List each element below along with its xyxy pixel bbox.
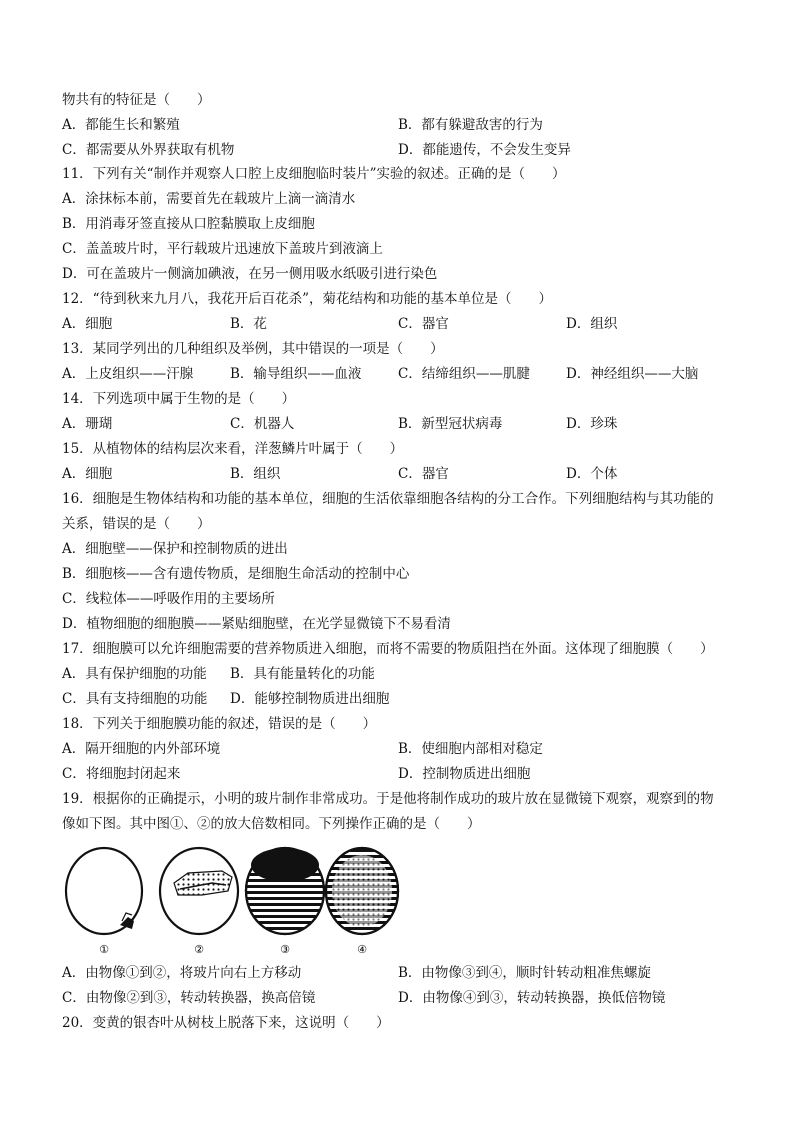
view-2-label: ② (194, 943, 204, 956)
q18-option-b: B．使细胞内部相对稳定 (398, 741, 543, 757)
q17-option-b: B．具有能量转化的功能 (230, 666, 375, 682)
q12-option-c: C．器官 (398, 316, 449, 332)
q14-option-b: B．新型冠状病毒 (398, 416, 503, 432)
view-4 (326, 848, 398, 934)
q15-option-d: D．个体 (566, 466, 618, 482)
q14-option-a: A．珊瑚 (62, 416, 113, 432)
q14-option-c: C．机器人 (230, 416, 295, 432)
view-4-label: ④ (357, 943, 367, 956)
view-3-label: ③ (280, 943, 290, 956)
view-1-label: ① (99, 943, 109, 956)
q11-option-b: B．用消毒牙签直接从口腔黏膜取上皮细胞 (62, 216, 315, 232)
q15-option-a: A．细胞 (62, 466, 113, 482)
q10-option-c: C．都需要从外界获取有机物 (62, 142, 235, 158)
q17-option-c: C．具有支持细胞的功能 (62, 691, 208, 707)
q19-option-d: D．由物像④到③，转动转换器，换低倍物镜 (398, 990, 666, 1006)
q15-options (62, 465, 742, 483)
q20-stem: 20．变黄的银杏叶从树枝上脱落下来，这说明（ ） (62, 1015, 390, 1031)
q16-option-d: D．植物细胞的细胞膜——紧贴细胞壁，在光学显微镜下不易看清 (62, 616, 451, 632)
q19-option-b: B．由物像③到④，顺时针转动粗准焦螺旋 (398, 965, 651, 981)
q18-option-c: C．将细胞封闭起来 (62, 766, 181, 782)
q10-option-a: A．都能生长和繁殖 (62, 117, 180, 133)
q12-stem: 12．“待到秋来九月八，我花开后百花杀”，菊花结构和功能的基本单位是（ ） (62, 291, 552, 307)
q17-option-a: A．具有保护细胞的功能 (62, 666, 207, 682)
q12-option-d: D．组织 (566, 316, 618, 332)
q14-option-d: D．珍珠 (566, 416, 618, 432)
q17-option-d: D．能够控制物质进出细胞 (230, 691, 390, 707)
view-3 (246, 848, 324, 934)
q13-option-d: D．神经组织——大脑 (566, 366, 699, 382)
q19-stem-cont: 像如下图。其中图①、②的放大倍数相同。下列操作正确的是（ ） (62, 816, 481, 832)
q18-stem: 18．下列关于细胞膜功能的叙述，错误的是（ ） (62, 716, 377, 732)
q18-option-a: A．隔开细胞的内外部环境 (62, 741, 221, 757)
q16-option-a: A．细胞壁——保护和控制物质的进出 (62, 541, 288, 557)
q19-stem: 19．根据你的正确提示，小明的玻片制作非常成功。于是他将制作成功的玻片放在显微镜下观察，观察到的物 (62, 791, 714, 807)
q12-option-a: A．细胞 (62, 316, 113, 332)
q15-stem: 15．从植物体的结构层次来看，洋葱鳞片叶属于（ ） (62, 441, 404, 457)
q11-option-a: A．涂抹标本前，需要首先在载玻片上滴一滴清水 (62, 191, 356, 207)
q18-option-d: D．控制物质进出细胞 (398, 766, 531, 782)
q16-stem-cont: 关系，错误的是（ ） (62, 516, 211, 532)
q11-option-d: D．可在盖玻片一侧滴加碘液，在另一侧用吸水纸吸引进行染色 (62, 266, 438, 282)
q10-option-d: D．都能遗传，不会发生变异 (398, 142, 571, 158)
view-2 (160, 848, 238, 934)
q13-option-a: A．上皮组织——汗腺 (62, 366, 194, 382)
q13-option-b: B．输导组织——血液 (230, 366, 362, 382)
q10-stem-tail: 物共有的特征是（ ） (62, 92, 211, 108)
q16-stem: 16．细胞是生物体结构和功能的基本单位，细胞的生活依靠细胞各结构的分工合作。下列细胞结构与其功能的 (62, 491, 714, 507)
q14-stem: 14．下列选项中属于生物的是（ ） (62, 391, 296, 407)
q19-option-c: C．由物像②到③，转动转换器，换高倍镜 (62, 990, 316, 1006)
q11-option-c: C．盖盖玻片时，平行载玻片迅速放下盖玻片到液滴上 (62, 241, 383, 257)
q16-option-b: B．细胞核——含有遗传物质，是细胞生命活动的控制中心 (62, 566, 410, 582)
q15-option-c: C．器官 (398, 466, 449, 482)
microscope-views-figure (62, 843, 412, 958)
q14-options (62, 415, 742, 433)
q17-options-cd (62, 690, 742, 708)
q15-option-b: B．组织 (230, 466, 281, 482)
view-1 (66, 848, 142, 934)
q17-options-ab (62, 665, 742, 683)
q17-stem: 17．细胞膜可以允许细胞需要的营养物质进入细胞，而将不需要的物质阻挡在外面。这体现了细胞膜（ ） (62, 641, 714, 657)
q12-options (62, 315, 742, 333)
q13-option-c: C．结缔组织——肌腱 (398, 366, 530, 382)
q10-option-b: B．都有躲避敌害的行为 (398, 117, 543, 133)
q13-stem: 13．某同学列出的几种组织及举例，其中错误的一项是（ ） (62, 341, 444, 357)
q11-stem: 11．下列有关“制作并观察人口腔上皮细胞临时装片”实验的叙述。正确的是（ ） (62, 166, 566, 182)
q19-option-a: A．由物像①到②，将玻片向右上方移动 (62, 965, 302, 981)
q12-option-b: B．花 (230, 316, 267, 332)
q16-option-c: C．线粒体——呼吸作用的主要场所 (62, 591, 275, 607)
q13-options (62, 365, 742, 383)
